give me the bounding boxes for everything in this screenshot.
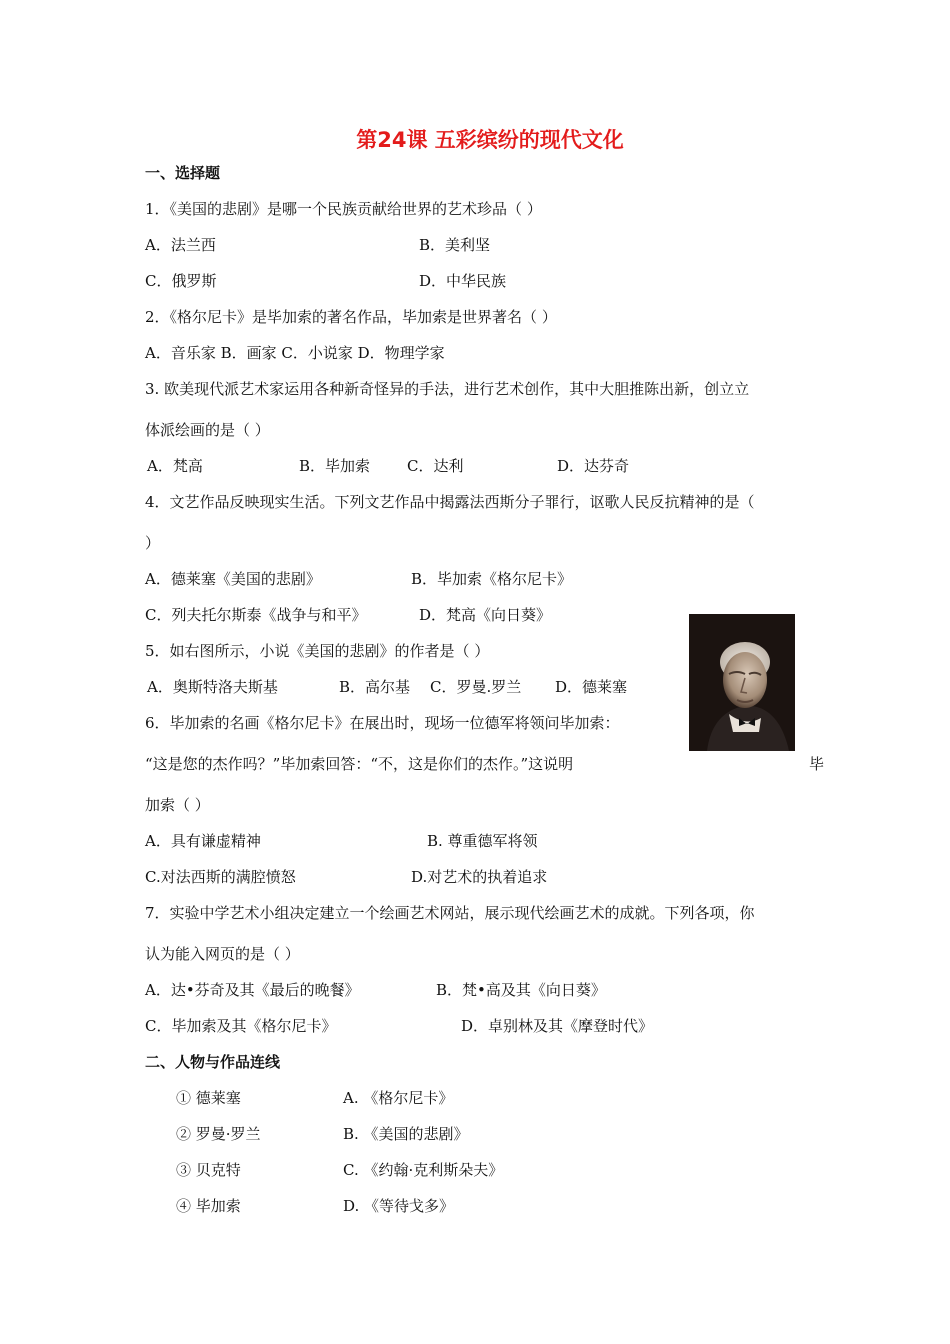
- match-work: C. 《约翰·克利斯朵夫》: [343, 1161, 504, 1179]
- page-title: 第24课 五彩缤纷的现代文化: [356, 128, 624, 152]
- q3-stem-line1: 3. 欧美现代派艺术家运用各种新奇怪异的手法，进行艺术创作，其中大胆推陈出新，创立立: [145, 380, 750, 398]
- q5-option-c: C．罗曼.罗兰: [430, 678, 522, 696]
- q6-stem-line3: 加索（ ）: [145, 796, 210, 814]
- q5-option-a: A．奥斯特洛夫斯基: [147, 678, 278, 696]
- q6-stem-tail: 毕: [809, 755, 825, 773]
- match-work: A. 《格尔尼卡》: [343, 1089, 454, 1107]
- q6-option-a: A．具有谦虚精神: [145, 832, 261, 850]
- section-heading-matching: 二、人物与作品连线: [145, 1053, 281, 1071]
- q2-stem: 2．《格尔尼卡》是毕加索的著名作品，毕加索是世界著名（ ）: [145, 308, 557, 326]
- q3-option-d: D．达芬奇: [557, 457, 630, 475]
- q7-stem-line2: 认为能入网页的是（ ）: [145, 945, 300, 963]
- q1-stem: 1．《美国的悲剧》是哪一个民族贡献给世界的艺术珍品（ ）: [145, 200, 542, 218]
- q5-option-b: B．高尔基: [339, 678, 411, 696]
- match-work: B. 《美国的悲剧》: [343, 1125, 469, 1143]
- q4-option-c: C．列夫托尔斯泰《战争与和平》: [145, 606, 367, 624]
- q6-stem-line2: “这是您的杰作吗？”毕加索回答：“不，这是你们的杰作。”这说明: [145, 755, 574, 773]
- q5-stem: 5．如右图所示，小说《美国的悲剧》的作者是（ ）: [145, 642, 490, 660]
- q3-option-c: C．达利: [407, 457, 464, 475]
- q1-option-c: C．俄罗斯: [145, 272, 217, 290]
- q4-stem-line2: ）: [145, 534, 161, 552]
- q4-option-a: A．德莱塞《美国的悲剧》: [145, 570, 321, 588]
- match-person: ① 德莱塞: [176, 1089, 241, 1107]
- q4-option-b: B．毕加索《格尔尼卡》: [411, 570, 573, 588]
- section-heading-choice: 一、选择题: [145, 164, 221, 182]
- q6-option-c: C.对法西斯的满腔愤怒: [145, 868, 296, 886]
- q6-option-d: D.对艺术的执着追求: [411, 868, 548, 886]
- match-work: D. 《等待戈多》: [343, 1197, 455, 1215]
- q7-option-b: B．梵•高及其《向日葵》: [436, 981, 606, 999]
- q7-option-a: A．达•芬奇及其《最后的晚餐》: [145, 981, 360, 999]
- author-portrait-photo: [689, 614, 795, 751]
- q5-option-d: D．德莱塞: [555, 678, 628, 696]
- q7-option-c: C．毕加索及其《格尔尼卡》: [145, 1017, 337, 1035]
- q6-stem-line1: 6．毕加索的名画《格尔尼卡》在展出时，现场一位德军将领问毕加索：: [145, 714, 620, 732]
- q2-options: A．音乐家 B．画家 C．小说家 D．物理学家: [145, 344, 445, 362]
- match-person: ④ 毕加索: [176, 1197, 241, 1215]
- q4-option-d: D．梵高《向日葵》: [419, 606, 552, 624]
- q1-option-b: B．美利坚: [419, 236, 491, 254]
- q3-stem-line2: 体派绘画的是（ ）: [145, 421, 270, 439]
- q1-option-d: D．中华民族: [419, 272, 507, 290]
- match-person: ③ 贝克特: [176, 1161, 241, 1179]
- q6-option-b: B. 尊重德军将领: [427, 832, 538, 850]
- q3-option-a: A．梵高: [147, 457, 203, 475]
- q7-option-d: D．卓别林及其《摩登时代》: [461, 1017, 654, 1035]
- q4-stem-line1: 4．文艺作品反映现实生活。下列文艺作品中揭露法西斯分子罪行，讴歌人民反抗精神的是（: [145, 493, 755, 511]
- q1-option-a: A．法兰西: [145, 236, 216, 254]
- portrait-drawing: [689, 614, 795, 751]
- match-person: ② 罗曼·罗兰: [176, 1125, 261, 1143]
- q7-stem-line1: 7．实验中学艺术小组决定建立一个绘画艺术网站，展示现代绘画艺术的成就。下列各项，你: [145, 904, 755, 922]
- q3-option-b: B．毕加索: [299, 457, 371, 475]
